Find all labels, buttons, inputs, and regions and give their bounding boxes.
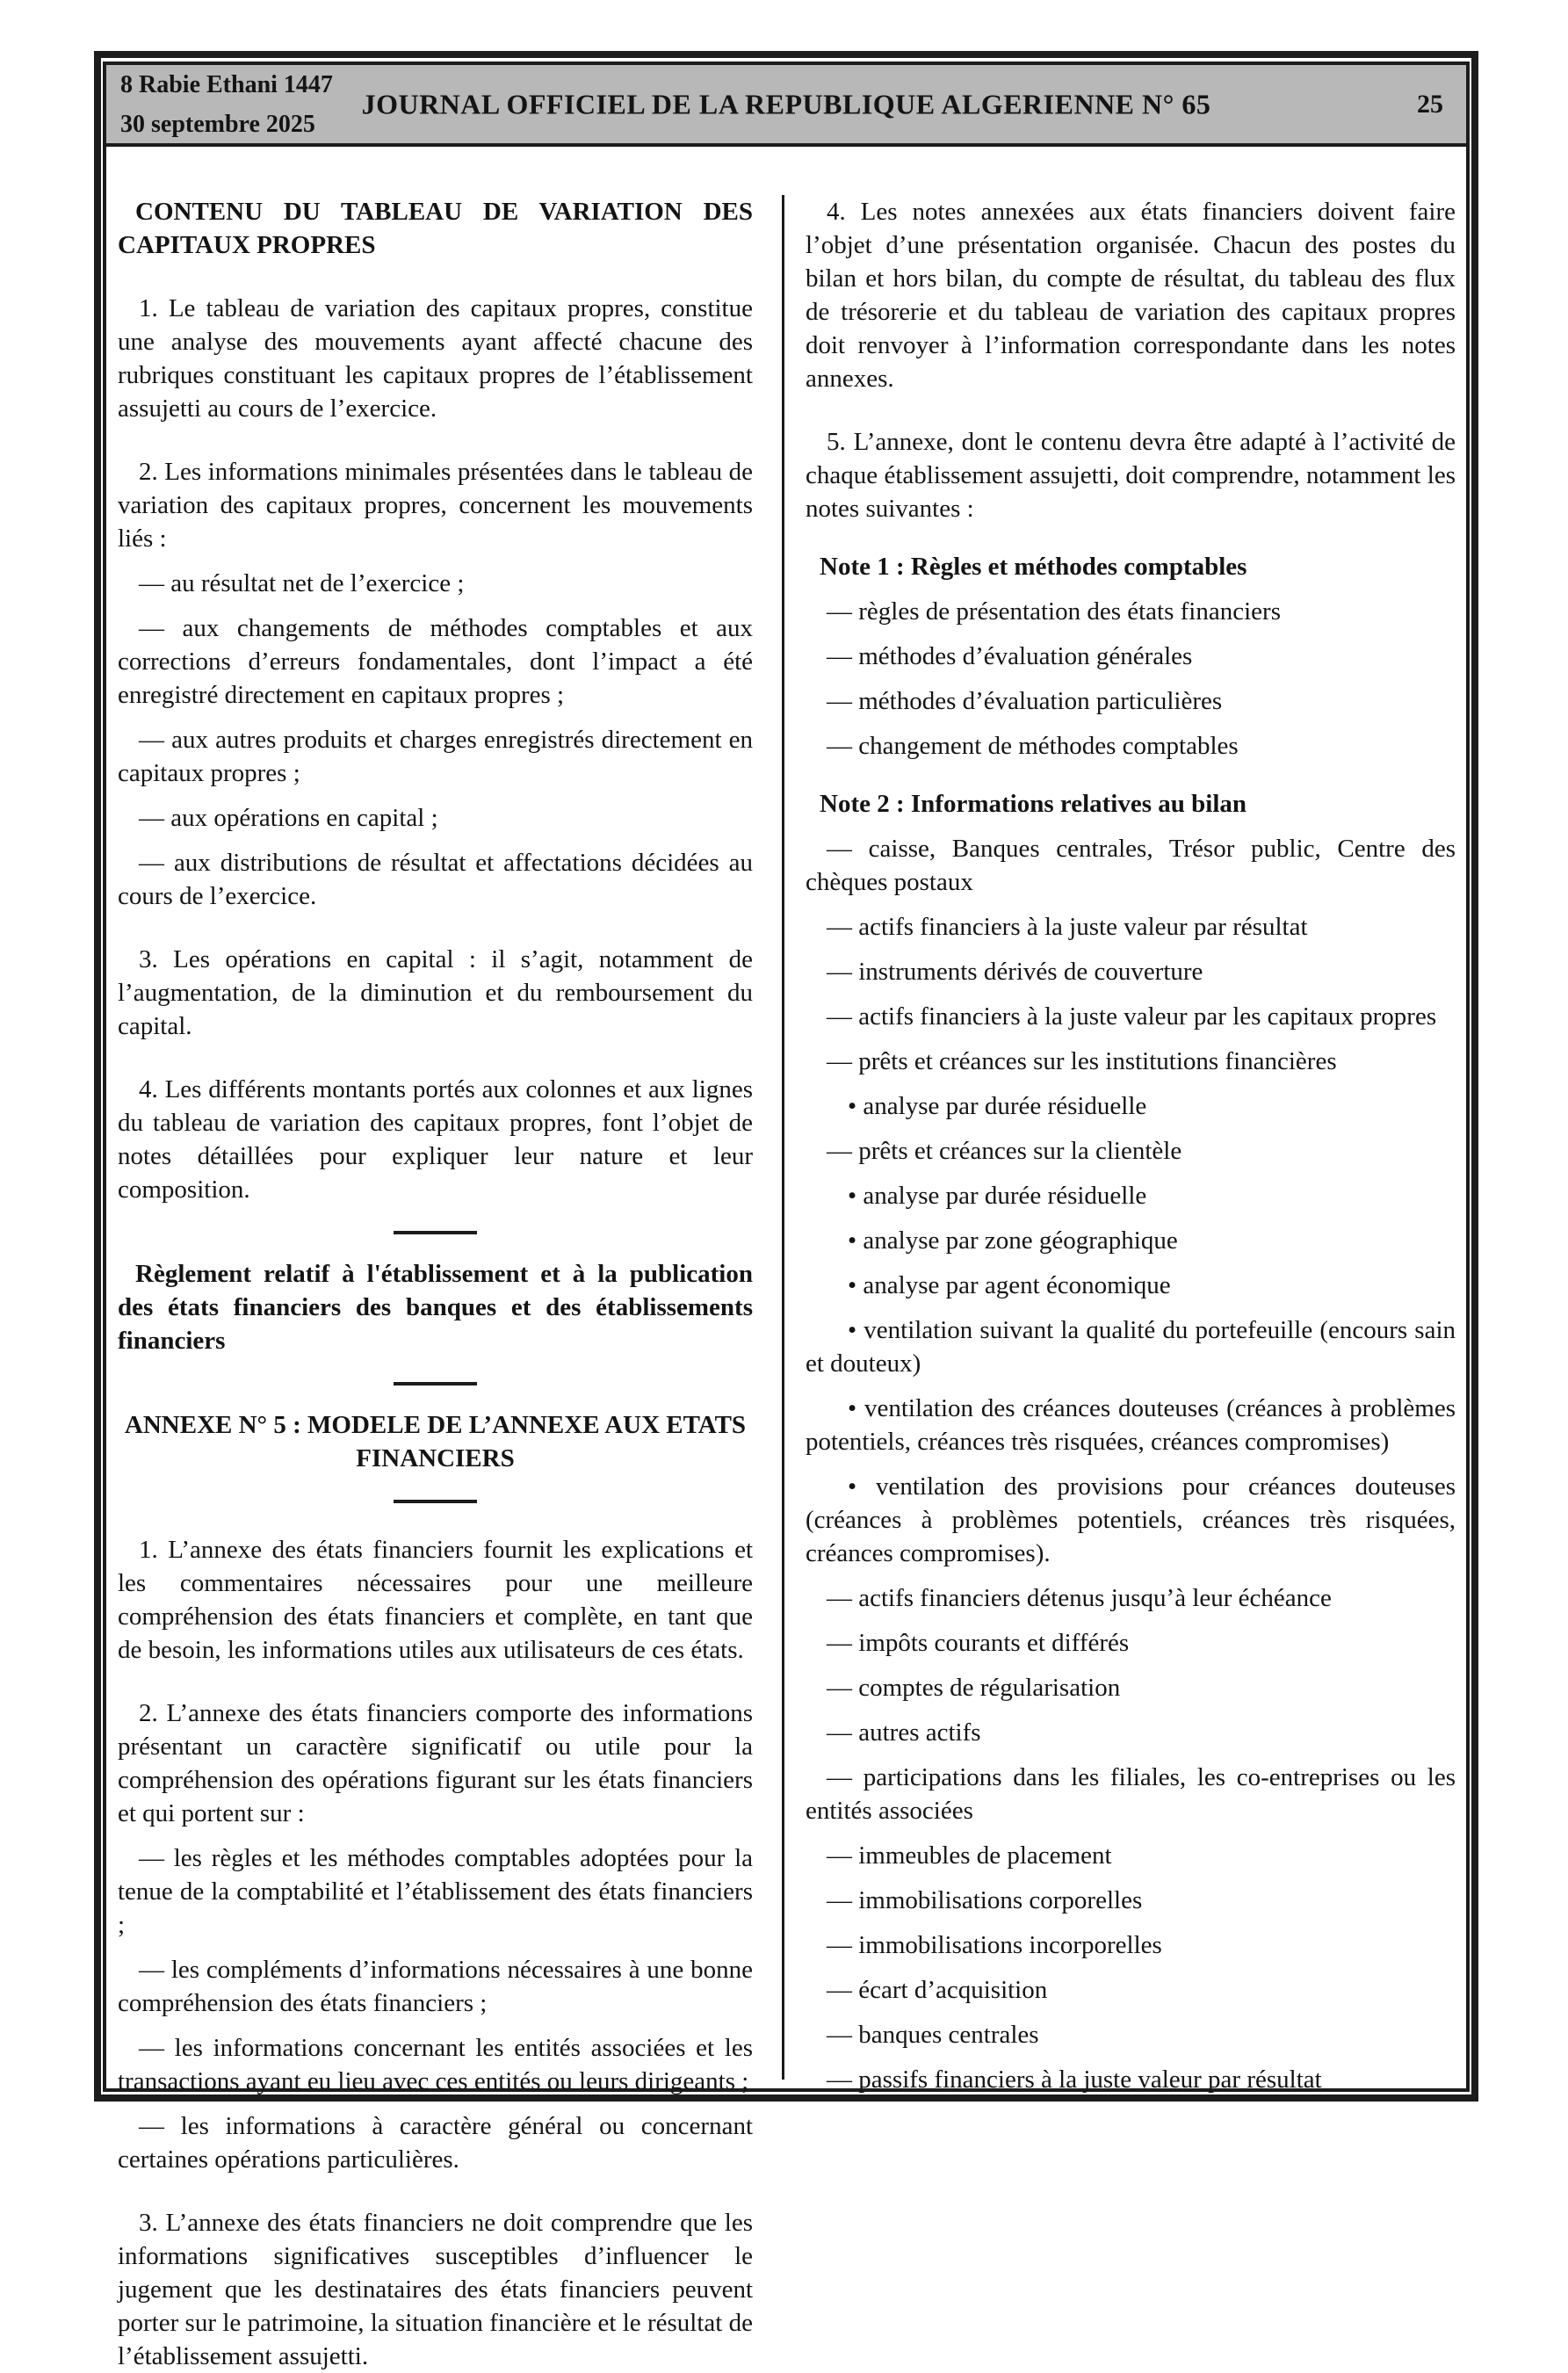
bullet-item: • ventilation des provisions pour créances douteuses (créances à problèmes potentiels, créances très risquées, créances compromises). — [806, 1472, 1456, 1567]
dash-item: — au résultat net de l’exercice ; — [139, 569, 465, 597]
dash-item: — immobilisations incorporelles — [827, 1931, 1162, 1959]
bullet-item: • analyse par durée résiduelle — [848, 1182, 1147, 1210]
page-header — [106, 65, 1466, 147]
dash-item: — aux changements de méthodes comptables et aux corrections d’erreurs fondamentales, dont l’impact a été enregistré directement en capitaux propres ; — [118, 614, 753, 709]
dash-item: — les informations concernant les entités associées et les transactions ayant eu lieu avec ces entités ou leurs dirigeants ; — [118, 2034, 753, 2095]
paragraph: 1. L’annexe des états financiers fournit les explications et les commentaires nécessaires pour une meilleure compréhension des états financiers et complète, en tant que de besoin, les informations utiles aux utilisateurs de ces états. — [118, 1536, 753, 1664]
right-column — [806, 195, 1456, 2096]
dash-item: — participations dans les filiales, les co-entreprises ou les entités associées — [806, 1763, 1456, 1825]
dash-item: — immeubles de placement — [827, 1841, 1112, 1870]
gregorian-date: 30 septembre 2025 — [120, 110, 315, 138]
dash-item: — aux autres produits et charges enregistrés directement en capitaux propres ; — [118, 726, 753, 787]
bullet-item: • analyse par zone géographique — [848, 1226, 1178, 1255]
dash-item: — caisse, Banques centrales, Trésor public, Centre des chèques postaux — [806, 835, 1456, 896]
dash-item: — aux opérations en capital ; — [139, 804, 438, 832]
paragraph: 5. L’annexe, dont le contenu devra être adapté à l’activité de chaque établissement assujetti, doit comprendre, notamment les notes suivantes : — [806, 428, 1456, 523]
dash-item: — impôts courants et différés — [827, 1629, 1130, 1657]
dash-item: — les informations à caractère général ou concernant certaines opérations particulières. — [118, 2112, 753, 2174]
dash-item: — actifs financiers détenus jusqu’à leur échéance — [827, 1584, 1332, 1612]
separator-rule — [394, 1500, 477, 1503]
section-heading: CONTENU DU TABLEAU DE VARIATION DES CAPITAUX PROPRES — [118, 198, 753, 259]
dash-item: — les règles et les méthodes comptables adoptées pour la tenue de la comptabilité et l’établissement des états financiers ; — [118, 1844, 753, 1939]
dash-item: — changement de méthodes comptables — [827, 732, 1239, 760]
dash-item: — actifs financiers à la juste valeur par les capitaux propres — [827, 1002, 1437, 1031]
dash-item: — comptes de régularisation — [827, 1674, 1121, 1702]
separator-rule — [394, 1382, 477, 1385]
dash-item: — méthodes d’évaluation particulières — [827, 687, 1223, 715]
separator-rule — [394, 1231, 477, 1234]
dash-item: — instruments dérivés de couverture — [827, 958, 1203, 986]
dash-item: — prêts et créances sur les institutions financières — [827, 1047, 1337, 1075]
dash-item: — écart d’acquisition — [827, 1976, 1048, 2004]
paragraph: 3. L’annexe des états financiers ne doit comprendre que les informations significatives susceptibles d’influencer le jugement que les destinataires des états financiers peuvent porter sur le patrimoine, la situation financière et le résultat de l’établissement assujetti. — [118, 2209, 753, 2370]
bullet-item: • ventilation des créances douteuses (créances à problèmes potentiels, créances très risquées, créances compromises) — [806, 1394, 1456, 1456]
page-number: 25 — [1417, 89, 1443, 119]
dash-item: — règles de présentation des états financiers — [827, 597, 1281, 626]
column-divider-rule — [782, 195, 784, 2080]
paragraph: 2. L’annexe des états financiers comporte des informations présentant un caractère significatif ou utile pour la compréhension des opérations figurant sur les états financiers et qui portent sur : — [118, 1699, 753, 1827]
dash-item: — immobilisations corporelles — [827, 1886, 1143, 1914]
dash-item: — passifs financiers à la juste valeur par résultat — [827, 2066, 1322, 2094]
bullet-item: • analyse par durée résiduelle — [848, 1092, 1147, 1120]
paragraph: 1. Le tableau de variation des capitaux propres, constitue une analyse des mouvements ayant affecté chacune des rubriques constituant les capitaux propres de l’établissement assujetti au cours de l’exercice. — [118, 294, 753, 423]
hijri-date: 8 Rabie Ethani 1447 — [120, 70, 333, 98]
note-heading: Note 1 : Règles et méthodes comptables — [820, 553, 1247, 581]
bullet-item: • analyse par agent économique — [848, 1271, 1171, 1299]
dash-item: — méthodes d’évaluation générales — [827, 642, 1193, 670]
bullet-item: • ventilation suivant la qualité du portefeuille (encours sain et douteux) — [806, 1316, 1456, 1378]
paragraph: 3. Les opérations en capital : il s’agit, notamment de l’augmentation, de la diminution et du remboursement du capital. — [118, 945, 753, 1040]
paragraph: 4. Les notes annexées aux états financiers doivent faire l’objet d’une présentation organisée. Chacun des postes du bilan et hors bilan, du compte de résultat, du tableau des flux de trésorerie et du tableau de variation des capitaux propres doit renvoyer à l’information correspondante dans les notes annexes. — [806, 198, 1456, 393]
journal-title: JOURNAL OFFICIEL DE LA REPUBLIQUE ALGERIENNE N° 65 — [361, 88, 1211, 119]
section-heading: Règlement relatif à l'établissement et à la publication des états financiers des banques et des établissements financiers — [118, 1260, 753, 1355]
left-column — [118, 195, 753, 2373]
content-columns — [106, 147, 1466, 2370]
note-heading: Note 2 : Informations relatives au bilan — [820, 790, 1247, 818]
dash-item: — prêts et créances sur la clientèle — [827, 1137, 1182, 1165]
paragraph: 2. Les informations minimales présentées dans le tableau de variation des capitaux propres, concernent les mouvements liés : — [118, 458, 753, 553]
annex-heading: ANNEXE N° 5 : MODELE DE L’ANNEXE AUX ETATS FINANCIERS — [124, 1411, 747, 1472]
dash-item: — actifs financiers à la juste valeur par résultat — [827, 913, 1308, 941]
page-inner-frame — [103, 61, 1470, 2370]
dash-item: — aux distributions de résultat et affectations décidées au cours de l’exercice. — [118, 849, 753, 910]
dash-item: — banques centrales — [827, 2021, 1039, 2049]
dash-item: — autres actifs — [827, 1718, 981, 1747]
dash-item: — les compléments d’informations nécessaires à une bonne compréhension des états financiers ; — [118, 1956, 753, 2017]
paragraph: 4. Les différents montants portés aux colonnes et aux lignes du tableau de variation des capitaux propres, font l’objet de notes détaillées pour expliquer leur nature et leur composition. — [118, 1075, 753, 1204]
